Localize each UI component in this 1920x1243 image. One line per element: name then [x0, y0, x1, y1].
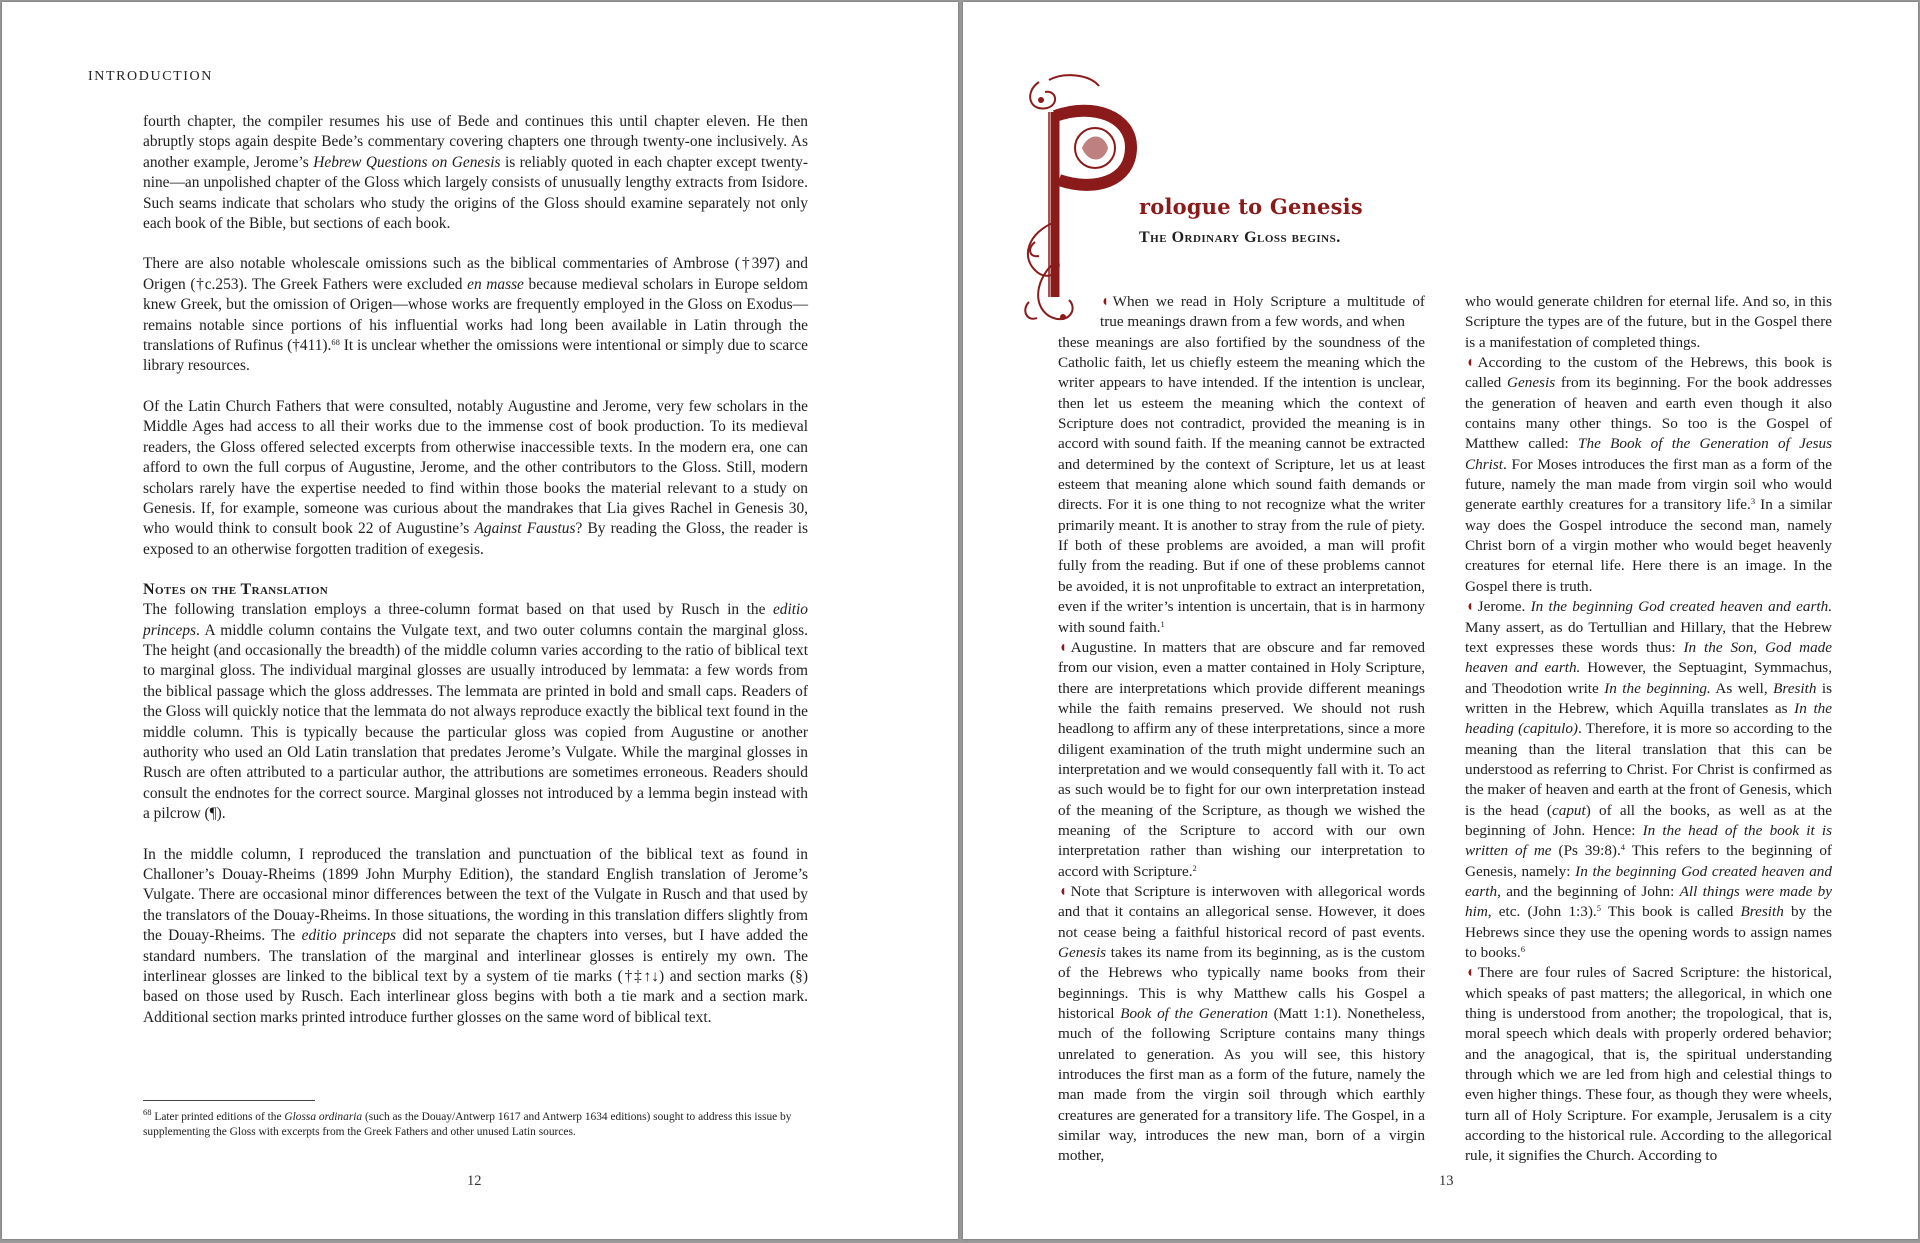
paragraph	[143, 600, 808, 824]
note-ref[interactable]: 6	[1520, 944, 1525, 954]
note-ref[interactable]: 3	[1750, 496, 1756, 507]
page-number: 12	[467, 1173, 482, 1189]
chapter-title: rologue to Genesis	[1139, 194, 1363, 219]
note-ref[interactable]: 2	[1192, 862, 1197, 873]
gloss-entry: ◖ Jerome. In the beginning God created heaven and earth. Many assert, as do Tertullian and Hillary, that the Hebrew text expresses these words thus: In the Son, God made heaven and earth. However, the Septuagint, Symmachus, and Theodotion write In the beginning. As well, Bresith is written in the Hebrew, which Aquilla translates as In the heading (capitulo). Therefore, it is more so according to the meaning than the literal translation that this can be understood as referring to Christ. For Christ is confirmed as the maker of heaven and earth at the front of Genesis, which is the head (caput) of all the books, as well as at the beginning of John. Hence: In the head of the book it is written of me (Ps 39:8).$^4$ This refers to the beginning of Genesis, namely: In the beginning God created heaven and earth, and the beginning of John: All things were made by him, etc. (John 1:3).$^5$ This book is called Bresith by the Hebrews since they use the opening words to assign names to books.$^6$	[1465, 598, 1833, 961]
gloss-entry: ◖ Augustine. In matters that are obscure and far removed from our vision, even a matter contained in Holy Scripture, there are interpretations which provide different meanings while the faith remains preserved. We should not rush headlong to affirm any of these interpretations, since a more diligent examination of the truth might undermine such an interpretation and we would consequently fall with it. To act as such would be to fight for our own interpretation instead of the meaning of the Scripture, as though we wished the meaning of the Scripture to accord with our own interpretation rather than wishing our interpretation to accord with Scripture.$^2$	[1058, 638, 1425, 880]
paragraph	[143, 112, 808, 234]
left-body-text	[143, 112, 808, 1048]
paragraph	[143, 397, 808, 560]
pilcrow-icon: ◖	[1100, 293, 1109, 310]
pilcrow-icon: ◖	[1465, 354, 1474, 372]
gloss-entry: ◖ According to the custom of the Hebrews, this book is called Genesis from its beginning. For the book addresses the generation of heaven and earth even though it also contains many other things. So too is the Gospel of Matthew called: The Book of the Generation of Jesus Christ. For Moses introduces the first man as a form of the future, namely the man made from virgin soil who would generate earthly creatures for a transitory life.$^3$ In a similar way does the Gospel introduce the second man, namely Christ born of a virgin mother who would beget heavenly creatures for eternal life. Here there is an image. In the Gospel there is truth.	[1465, 354, 1832, 595]
chapter-subtitle: The Ordinary Gloss begins.	[1139, 229, 1341, 246]
left-page	[2, 2, 958, 1239]
footnote	[143, 1107, 808, 1140]
note-ref[interactable]: 5	[1596, 903, 1601, 914]
right-page	[963, 2, 1918, 1239]
gloss-column-1	[1058, 292, 1425, 1167]
gloss-entry: ◖ When we read in Holy Scripture a multitude of true meanings drawn from a few words, and when	[1100, 293, 1425, 331]
paragraph	[143, 845, 808, 1029]
page-number: 13	[1439, 1173, 1454, 1189]
pilcrow-icon: ◖	[1058, 882, 1067, 900]
paragraph-text: In the middle column, I reproduced the translation and punctuation of the biblical text as found in Challoner’s Douay-Rheims (1899 John Murphy Edition), the standard English translation of Jerome’s Vulgate. There are occasional minor differences between the text of the Vulgate in Rusch and that used by the translators of the Douay-Rheims. In those situations, the wording in this translation differs slightly from the Douay-Rheims. The editio princeps did not separate the chapters into verses, but I have added the standard numbers. The translation of the marginal and interlinear glosses is entirely my own. The interlinear glosses are linked to the biblical text by a system of tie marks (†‡↑↓) and section marks (§) based on those used by Rusch. Each interlinear gloss begins with both a tie mark and a section mark. Additional section marks printed introduce further glosses on the same word of biblical text.	[143, 845, 809, 1026]
gloss-entry: ◖ There are four rules of Sacred Scripture: the historical, which speaks of past matters; the allegorical, in which one thing is understood from another; the tropological, that is, moral speech which deals with properly ordered behavior; and the anagogical, that is, the spiritual understanding through which we are led from high and celestial things to even higher things. These four, as though they were wheels, turn all of Holy Scripture. For example, Jerusalem is a city according to the historical rule. According to the allegorical rule, it signifies the Church. According to	[1465, 964, 1832, 1165]
paragraph	[143, 254, 808, 376]
gloss-entry: who would generate children for eternal life. And so, in this Scripture the types are of the future, but in the Gospel there is a manifestation of completed things.	[1465, 293, 1832, 351]
footnote-rule	[143, 1100, 315, 1101]
gloss-column-2	[1465, 292, 1832, 1167]
gloss-entry: ◖ Note that Scripture is interwoven with allegorical words and that it contains an allegorical sense. However, it does not cease being a faithful historical record of past events. Genesis takes its name from its beginning, as is the custom of the Hebrews who typically name books from their beginnings. This is why Matthew calls his Gospel a historical Book of the Generation (Matt 1:1). Nonetheless, much of the following Scripture contains many things unrelated to generation. As you will see, this history introduces the first man as a form of the future, namely the man made from the virgin soil through which earthly creatures are generated for a transitory life. The Gospel, in a similar way, introduces the new man, born of a virgin mother,	[1058, 882, 1425, 1165]
section-heading: Notes on the Translation	[143, 581, 329, 599]
paragraph-text: The following translation employs a three-column format based on that used by Rusch in the editio princeps. A middle column contains the Vulgate text, and two outer columns contain the marginal gloss. The height (and occasionally the breadth) of the middle column varies according to the ratio of biblical text to marginal gloss. The individual marginal glosses are usually introduced by lemmata: a few words from the biblical passage which the gloss addresses. The lemmata are printed in bold and small caps. Readers of the Gloss will quickly notice that the lemmata do not always reproduce exactly the biblical text found in the middle column. This is typically because the particular gloss was copied from Augustine or another authority who used an Old Latin translation that predates Jerome’s Vulgate. While the marginal glosses in Rusch are often attributed to a particular author, the attributions are sometimes erroneous. Readers should consult the endnotes for the correct source. Marginal glosses not introduced by a lemma begin instead with a pilcrow (¶).	[143, 601, 808, 823]
running-head: INTRODUCTION	[88, 69, 213, 84]
flourish	[1030, 82, 1055, 109]
pilcrow-icon: ◖	[1465, 598, 1474, 616]
note-ref[interactable]: 1	[1160, 618, 1165, 629]
paragraph-text: Of the Latin Church Fathers that were consulted, notably Augustine and Jerome, very few scholars in the Middle Ages had access to all their works due to the immense cost of book production. To its medieval readers, the Gloss offered selected excerpts from otherwise inaccessible texts. In the modern era, one can afford to own the full corpus of Augustine, Jerome, and the other contributors to the Gloss. Still, modern scholars rarely have the expertise needed to find within those books the material relevant to a study on Genesis. If, for example, someone was curious about the mandrakes that Lia gives Rachel in Genesis 30, who would think to consult book 22 of Augustine’s Against Faustus? By reading the Gloss, the reader is exposed to an otherwise forgotten tradition of exegesis.	[143, 397, 808, 558]
gloss-entry: these meanings are also fortified by the soundness of the Catholic faith, let us chiefly esteem the meaning which the writer appears to have intended. If the intention is unclear, then let us esteem the meaning which the context of Scripture does not contradict, provided the meaning is in accord with sound faith. If the meaning cannot be extracted and determined by the context of Scripture, let us at least esteem that meaning alone which sound faith demands or directs. For it is one thing to not recognize what the writer primarily meant. It is another to stray from the rule of piety. If both of these problems are avoided, a man will profit fully from the reading. But if one of these problems cannot be avoided, it is not unprofitable to extract an interpretation, even if the writer’s intention is uncertain, that is in harmony with sound faith.$^1$	[1058, 333, 1425, 636]
pilcrow-icon: ◖	[1058, 638, 1067, 656]
pilcrow-icon: ◖	[1465, 964, 1474, 982]
footnote-ref[interactable]: 68	[331, 337, 340, 348]
paragraph-text: fourth chapter, the compiler resumes his use of Bede and continues this until chapter eleven. He then abruptly stops again despite Bede’s commentary covering chapters one through twenty-one inclusively. As another example, Jerome’s Hebrew Questions on Genesis is reliably quoted in each chapter except twenty-nine—an unpolished chapter of the Gloss which largely consists of unusually lengthy extracts from Isidore. Such seams indicate that scholars who study the origins of the Gloss should examine separately not only each book of the Bible, but sections of each book.	[143, 113, 808, 233]
note-ref[interactable]: 4	[1620, 842, 1626, 853]
footnote-text: Later printed editions of the Glossa ordinaria (such as the Douay/Antwerp 1617 and Antwerp 1634 editions) sought to address this issue by supplementing the Gloss with excerpts from the Greek Fathers and other unused Latin sources.	[143, 1111, 792, 1138]
footnote-number: 68	[143, 1107, 152, 1117]
paragraph-text: There are also notable wholescale omissions such as the biblical commentaries of Ambrose (†397) and Origen (†c.253). The Greek Fathers were excluded en masse because medieval scholars in Europe seldom knew Greek, but the omission of Origen—whose works are frequently employed in the Gloss on Exodus—remains notable since portions of his influential works had long been available in Latin through the translations of Rufinus (†411).$^{68}$ It is unclear whether the omissions were intentional or simply due to scarce library resources.	[143, 255, 808, 375]
